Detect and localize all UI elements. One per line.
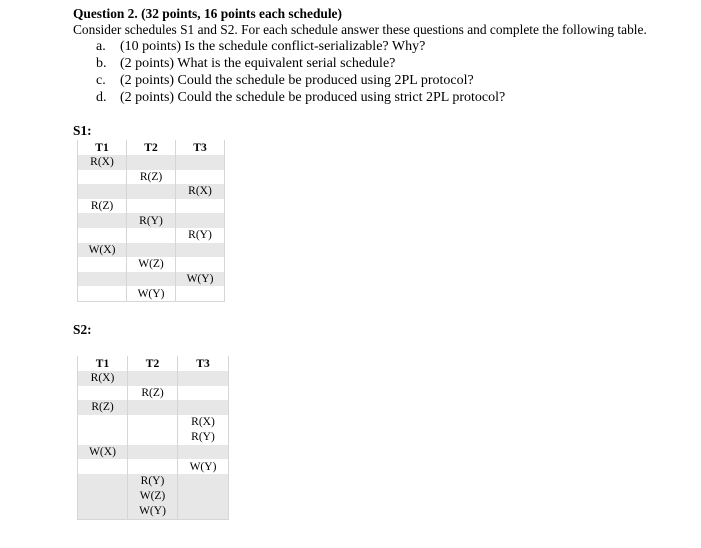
cell-t1 <box>78 386 128 401</box>
cell-t3 <box>178 474 229 520</box>
schedule-s2-table <box>77 356 229 520</box>
table-row <box>78 213 225 228</box>
header-row <box>78 140 225 155</box>
cell-t2: W(Y) <box>127 286 176 301</box>
table-row <box>78 170 225 185</box>
cell-t2 <box>127 243 176 258</box>
cell-t2 <box>127 199 176 214</box>
cell-t3: W(Y) <box>176 272 225 287</box>
cell-t3 <box>176 155 225 170</box>
cell-t2: R(Y) <box>127 213 176 228</box>
cell-t2 <box>127 155 176 170</box>
table-row <box>78 459 229 474</box>
item-text: (2 points) Could the schedule be produced using strict 2PL protocol? <box>120 90 506 105</box>
question-item-c <box>96 72 505 89</box>
cell-t3 <box>178 386 229 401</box>
table-row <box>78 243 225 258</box>
table-row <box>78 272 225 287</box>
table-row <box>78 415 229 445</box>
cell-t1 <box>78 228 127 243</box>
table-row <box>78 228 225 243</box>
question-item-a <box>96 38 505 55</box>
table-row <box>78 286 225 301</box>
cell-t1: R(Z) <box>78 199 127 214</box>
question-title: Question 2. (32 points, 16 points each schedule) <box>73 6 342 21</box>
cell-t1 <box>78 184 127 199</box>
cell-t2 <box>128 371 178 386</box>
table-row <box>78 257 225 272</box>
cell-t3 <box>176 243 225 258</box>
schedule-s2-label: S2: <box>73 322 92 337</box>
table-row <box>78 474 229 520</box>
header-t1: T1 <box>78 356 128 371</box>
item-text: (2 points) Could the schedule be produced using 2PL protocol? <box>120 73 474 88</box>
question-item-b <box>96 55 505 72</box>
header-t2: T2 <box>128 356 178 371</box>
header-t2: T2 <box>127 140 176 155</box>
cell-t2: R(Y) W(Z) W(Y) <box>128 474 178 520</box>
item-text: (10 points) Is the schedule conflict-serializable? Why? <box>120 39 426 54</box>
cell-t3: W(Y) <box>178 459 229 474</box>
schedule-s1-label: S1: <box>73 123 92 138</box>
cell-t2 <box>128 445 178 460</box>
table-row <box>78 400 229 415</box>
cell-t1: R(X) <box>78 155 127 170</box>
cell-t1: R(X) <box>78 371 128 386</box>
cell-t1 <box>78 474 128 520</box>
cell-t3 <box>178 371 229 386</box>
item-letter: a. <box>96 39 106 54</box>
question-intro: Consider schedules S1 and S2. For each schedule answer these questions and complete the following table. <box>73 22 647 37</box>
cell-t3 <box>176 257 225 272</box>
cell-t2 <box>128 459 178 474</box>
cell-t2: W(Z) <box>127 257 176 272</box>
cell-t1 <box>78 257 127 272</box>
item-letter: c. <box>96 73 106 88</box>
cell-t1 <box>78 286 127 301</box>
cell-t3 <box>178 400 229 415</box>
cell-t1 <box>78 272 127 287</box>
table-row <box>78 155 225 170</box>
cell-t1 <box>78 459 128 474</box>
table-row <box>78 386 229 401</box>
question-list <box>96 38 505 106</box>
header-t1: T1 <box>78 140 127 155</box>
table-row <box>78 199 225 214</box>
table-row <box>78 445 229 460</box>
cell-t1 <box>78 415 128 445</box>
cell-t1 <box>78 213 127 228</box>
item-letter: d. <box>96 90 107 105</box>
cell-t2 <box>127 228 176 243</box>
item-letter: b. <box>96 56 107 71</box>
header-t3: T3 <box>176 140 225 155</box>
header-row <box>78 356 229 371</box>
cell-t3 <box>176 199 225 214</box>
cell-t2: R(Z) <box>128 386 178 401</box>
cell-t2: R(Z) <box>127 170 176 185</box>
header-t3: T3 <box>178 356 229 371</box>
cell-t3 <box>176 286 225 301</box>
cell-t3 <box>178 445 229 460</box>
item-text: (2 points) What is the equivalent serial schedule? <box>120 56 396 71</box>
cell-t2 <box>127 272 176 287</box>
table-row <box>78 184 225 199</box>
cell-t3: R(Y) <box>176 228 225 243</box>
cell-t2 <box>128 400 178 415</box>
schedule-s1-table <box>77 140 225 302</box>
cell-t2 <box>128 415 178 445</box>
cell-t3: R(X) <box>176 184 225 199</box>
cell-t1 <box>78 170 127 185</box>
cell-t3 <box>176 170 225 185</box>
question-item-d <box>96 89 505 106</box>
cell-t1: R(Z) <box>78 400 128 415</box>
cell-t3 <box>176 213 225 228</box>
cell-t1: W(X) <box>78 243 127 258</box>
cell-t1: W(X) <box>78 445 128 460</box>
cell-t3: R(X) R(Y) <box>178 415 229 445</box>
cell-t2 <box>127 184 176 199</box>
table-row <box>78 371 229 386</box>
